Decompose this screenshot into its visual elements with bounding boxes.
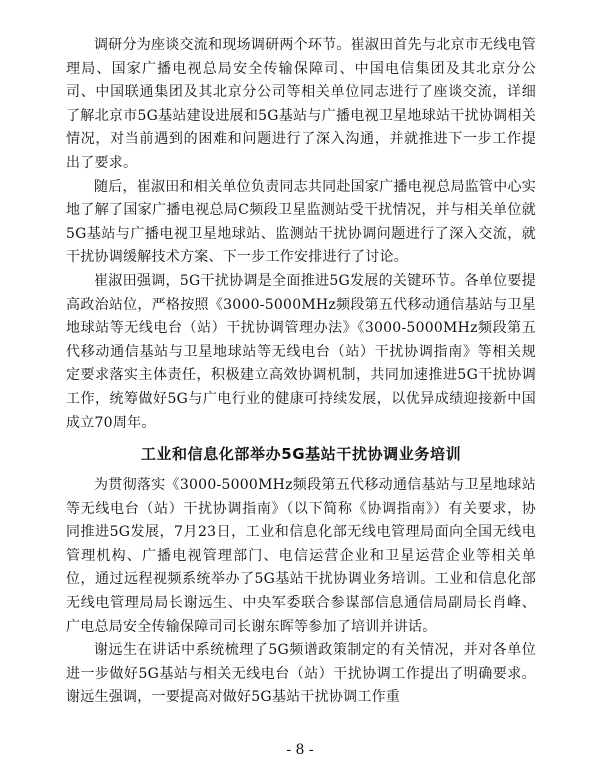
paragraph-field-visit: 随后，崔淑田和相关单位负责同志共同赴国家广播电视总局监管中心实地了解了国家广播电视总局C频段卫星监测站受干扰情况，并与相关单位就5G基站与广播电视卫星地球站、监测站干扰协调问题进行了深入交流，就干扰协调缓解技术方案、下一步工作安排进行了讨论。 <box>66 178 536 266</box>
document-body <box>66 34 536 710</box>
section-heading: 工业和信息化部举办5G基站干扰协调业务培训 <box>140 445 462 464</box>
paragraph-survey-overview: 调研分为座谈交流和现场调研两个环节。崔淑田首先与北京市无线电管理局、国家广播电视总局安全传输保障司、中国电信集团及其北京分公司、中国联通集团及其北京分公司等相关单位同志进行了座谈交流，详细了解北京市5G基站建设进展和5G基站与广播电视卫星地球站干扰协调相关情况，对当前遇到的困难和问题进行了深入沟通，并就推进下一步工作提出了要求。 <box>66 37 536 171</box>
paragraph-training-intro: 为贯彻落实《3000-5000MHz频段第五代移动通信基站与卫星地球站等无线电台（站）干扰协调指南》（以下简称《协调指南》）有关要求，协同推进5G发展，7月23日，工业和信息化部无线电管理局面向全国无线电管理机构、广播电视管理部门、电信运营企业和卫星运营企业等相关单位，通过远程视频系统举办了5G基站干扰协调业务培训。工业和信息化部无线电管理局局长谢远生、中央军委联合参谋部信息通信局副局长肖峰、广电总局安全传输保障司司长谢东晖等参加了培训并讲话。 <box>66 477 536 635</box>
paragraph-training-speech: 谢远生在讲话中系统梳理了5G频谱政策制定的有关情况，并对各单位进一步做好5G基站与相关无线电台（站）干扰协调工作提出了明确要求。谢远生强调，一要提高对做好5G基站干扰协调工作重 <box>66 642 536 706</box>
paragraph-emphasis: 崔淑田强调，5G干扰协调是全面推进5G发展的关键环节。各单位要提高政治站位，严格按照《3000-5000MHz频段第五代移动通信基站与卫星地球站等无线电台（站）干扰协调管理办法》《3000-5000MHz频段第五代移动通信基站与卫星地球站等无线电台（站）干扰协调指南》等相关规定要求落实主体责任，积极建立高效协调机制，共同加速推进5G干扰协调工作，统筹做好5G与广电行业的健康可持续发展，以优异成绩迎接新中国成立70周年。 <box>66 272 536 431</box>
page-number: - 8 - <box>286 742 314 758</box>
